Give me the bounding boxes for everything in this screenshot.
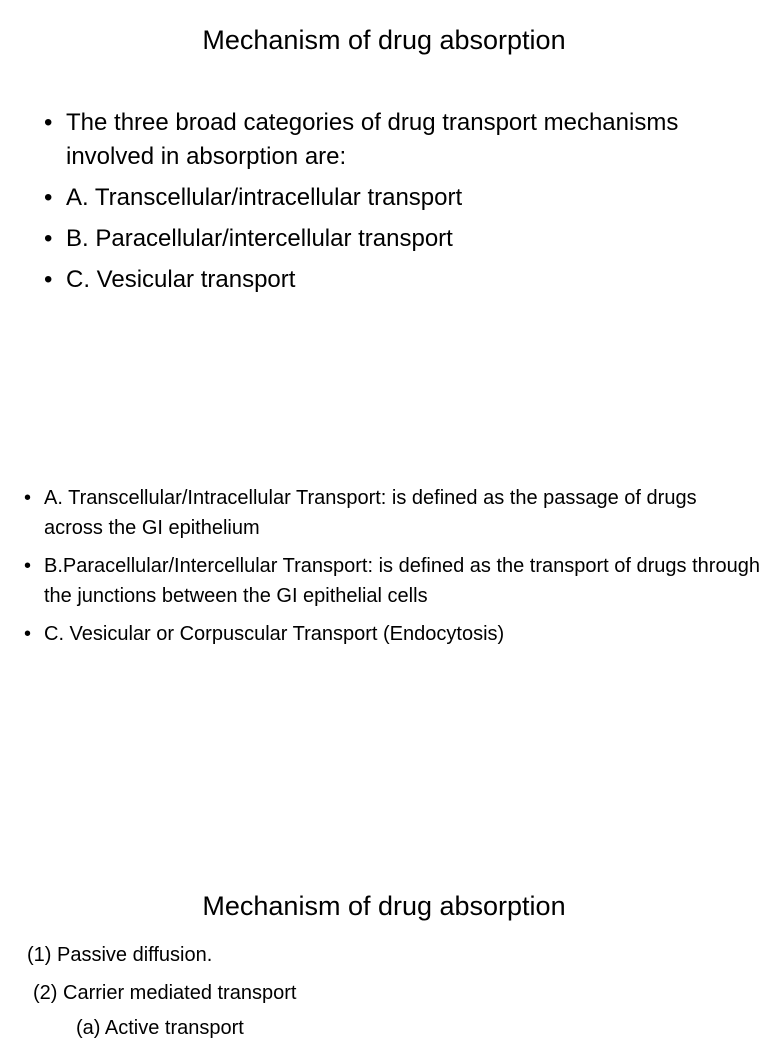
slide-title: Mechanism of drug absorption — [202, 891, 566, 921]
mechanism-item: (2) Carrier mediated transport — [33, 982, 297, 1004]
slide-title: Mechanism of drug absorption — [202, 25, 566, 55]
list-item: • C. Vesicular or Corpuscular Transport (Endocytosis) — [44, 619, 760, 649]
mechanism-item: (1) Passive diffusion. — [27, 944, 213, 966]
list-item: • A. Transcellular/intracellular transport — [66, 181, 746, 215]
transport-definitions-list — [44, 483, 760, 657]
list-item: • B.Paracellular/Intercellular Transport: is defined as the transport of drugs through the junctions between the GI epithelial cells — [44, 551, 760, 611]
mechanism-item: (a) Active transport — [76, 1017, 244, 1039]
list-item: • B. Paracellular/intercellular transport — [66, 222, 746, 256]
list-item: • The three broad categories of drug transport mechanisms involved in absorption are: — [66, 106, 746, 174]
list-item: • C. Vesicular transport — [66, 263, 746, 297]
transport-categories-list — [66, 106, 746, 304]
list-item: • A. Transcellular/Intracellular Transport: is defined as the passage of drugs across the GI epithelium — [44, 483, 760, 543]
